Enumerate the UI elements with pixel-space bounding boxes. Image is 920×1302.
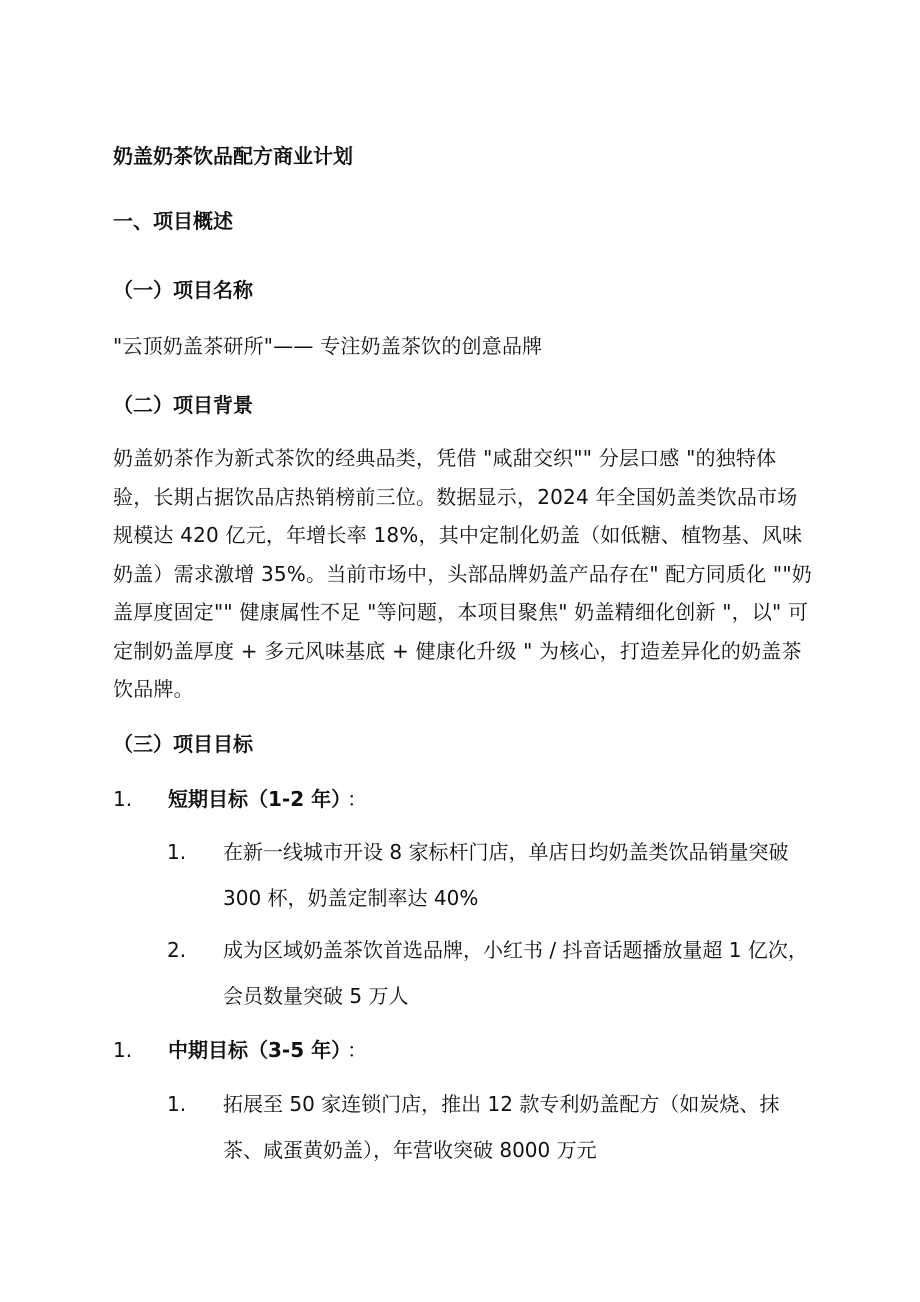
project-name-text: "云顶奶盖茶研所"—— 专注奶盖茶饮的创意品牌 <box>113 334 543 358</box>
colon: ： <box>347 1038 368 1062</box>
colon: ： <box>347 787 368 811</box>
list-number: 2. <box>167 938 187 962</box>
subsection-heading-background: （二）项目背景 <box>113 393 253 417</box>
short-term-goal-item-2: 成为区域奶盖茶饮首选品牌，小红书 / 抖音话题播放量超 1 亿次，会员数量突破 5 万人 <box>223 938 808 1008</box>
subsection-heading-project-name: （一）项目名称 <box>113 278 253 302</box>
list-item <box>167 1081 817 1173</box>
short-term-goal-title: 短期目标（1-2 年） <box>168 787 342 811</box>
short-term-goal-heading <box>113 785 367 813</box>
document-title: 奶盖奶茶饮品配方商业计划 <box>113 144 353 168</box>
subsection-heading-goals: （三）项目目标 <box>113 732 253 756</box>
mid-term-goal-title: 中期目标（3-5 年） <box>168 1038 342 1062</box>
section-heading-overview: 一、项目概述 <box>113 209 233 233</box>
list-item <box>167 927 817 1019</box>
list-number: 1. <box>167 1092 187 1116</box>
list-number: 1. <box>113 787 133 811</box>
list-number: 1. <box>167 840 187 864</box>
short-term-goal-item-1: 在新一线城市开设 8 家标杆门店，单店日均奶盖类饮品销量突破 300 杯，奶盖定制率达 40% <box>223 840 789 910</box>
list-item <box>167 829 817 921</box>
project-background-text: 奶盖奶茶作为新式茶饮的经典品类，凭借 "咸甜交织"" 分层口感 "的独特体验，长期占据饮品店热销榜前三位。数据显示，2024 年全国奶盖类饮品市场规模达 420 亿元，年增长率 18%，其中定制化奶盖（如低糖、植物基、风味奶盖）需求激增 35%。当前市场中，头部品牌奶盖产品存在" 配方同质化 ""奶盖厚度固定"" 健康属性不足 "等问题，本项目聚焦" 奶盖精细化创新 "，以" 可定制奶盖厚度 + 多元风味基底 + 健康化升级 " 为核心，打造差异化的奶盖茶饮品牌。 <box>113 446 812 701</box>
mid-term-goal-item-1: 拓展至 50 家连锁门店，推出 12 款专利奶盖配方（如炭烧、抹茶、咸蛋黄奶盖），年营收突破 8000 万元 <box>223 1092 780 1162</box>
mid-term-goal-heading <box>113 1036 367 1064</box>
list-number: 1. <box>113 1038 133 1062</box>
